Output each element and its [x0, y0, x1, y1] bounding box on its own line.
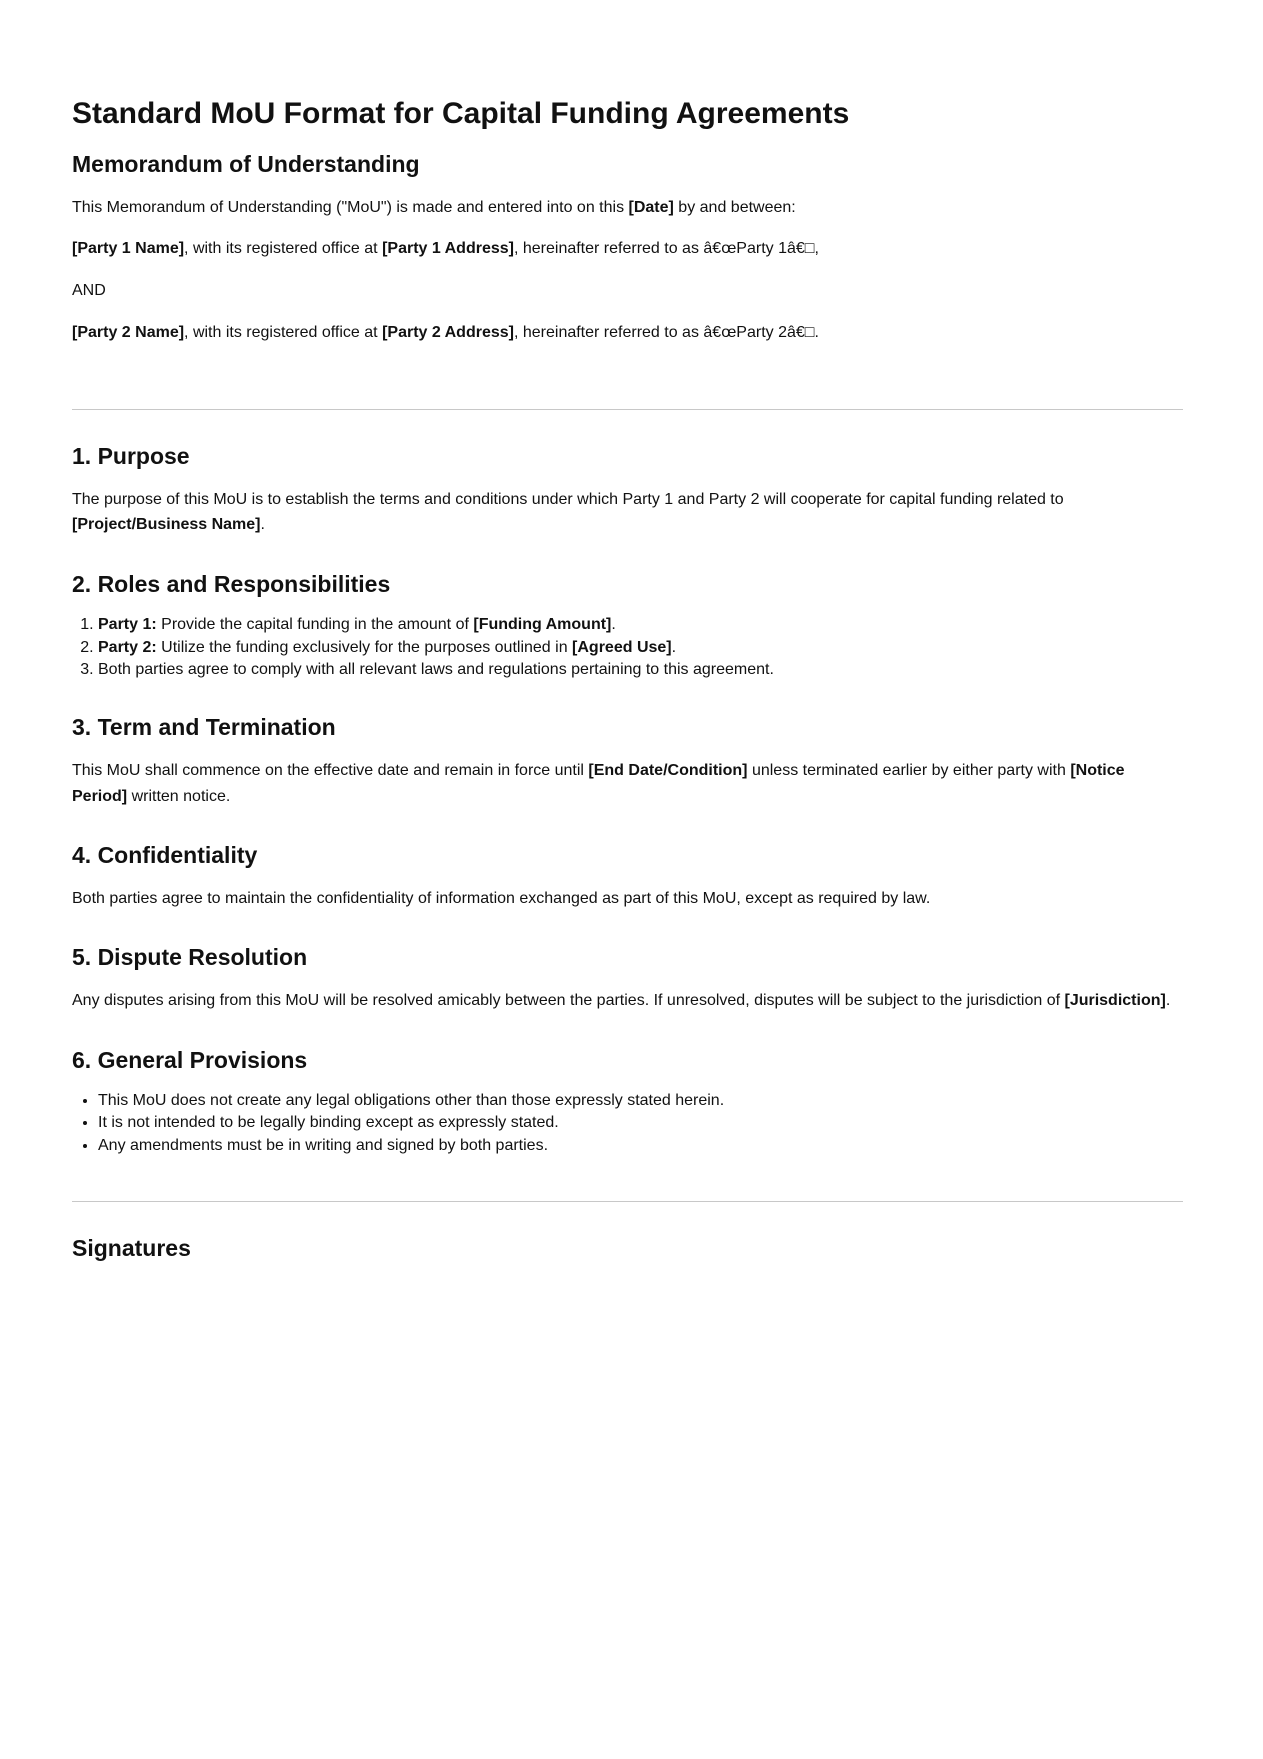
roles-item-1: 1. Party 1: Provide the capital funding in the amount of [Funding Amount].: [98, 615, 1183, 636]
section-divider-top: [72, 409, 1183, 410]
roles-list: [72, 615, 1183, 681]
general-item-1: • This MoU does not create any legal obligations other than those expressly stated herein.: [98, 1091, 1183, 1112]
general-heading: 6. General Provisions: [72, 1046, 308, 1073]
party2-paragraph: [Party 2 Name], with its registered office at [Party 2 Address], hereinafter referred to as â€œParty 2â€□.: [72, 323, 819, 341]
roles-heading: 2. Roles and Responsibilities: [72, 571, 391, 598]
roles-item-2: 2. Party 2: Utilize the funding exclusively for the purposes outlined in [Agreed Use].: [98, 638, 1183, 659]
general-list: [72, 1091, 1183, 1157]
dispute-paragraph: Any disputes arising from this MoU will be resolved amicably between the parties. If unresolved, disputes will be subject to the jurisdiction of [Jurisdiction].: [72, 992, 1171, 1010]
signatures-heading: Signatures: [72, 1234, 191, 1261]
general-item-2: • It is not intended to be legally binding except as expressly stated.: [98, 1113, 1183, 1134]
purpose-paragraph: The purpose of this MoU is to establish the terms and conditions under which Party 1 and Party 2 will cooperate for capital funding related to [Project/Business Name].: [72, 490, 1064, 534]
mou-heading: Memorandum of Understanding: [72, 151, 420, 177]
general-item-3: • Any amendments must be in writing and signed by both parties.: [98, 1136, 1183, 1157]
party1-paragraph: [Party 1 Name], with its registered office at [Party 1 Address], hereinafter referred to as â€œParty 1â€□,: [72, 240, 819, 258]
section-divider-bottom: [72, 1201, 1183, 1202]
confidentiality-heading: 4. Confidentiality: [72, 842, 258, 869]
intro-paragraph: This Memorandum of Understanding ("MoU") is made and entered into on this [Date] by and between:: [72, 198, 796, 216]
document-title: Standard MoU Format for Capital Funding Agreements: [72, 97, 850, 130]
dispute-heading: 5. Dispute Resolution: [72, 944, 308, 971]
and-connector: AND: [72, 281, 106, 299]
roles-item-3: 3. Both parties agree to comply with all relevant laws and regulations pertaining to this agreement.: [98, 660, 1183, 681]
term-heading: 3. Term and Termination: [72, 714, 336, 741]
confidentiality-paragraph: Both parties agree to maintain the confidentiality of information exchanged as part of this MoU, except as required by law.: [72, 889, 931, 907]
term-paragraph: This MoU shall commence on the effective date and remain in force until [End Date/Condition] unless terminated earlier by either party with [Notice Period] written notice.: [72, 761, 1125, 805]
purpose-heading: 1. Purpose: [72, 443, 190, 470]
